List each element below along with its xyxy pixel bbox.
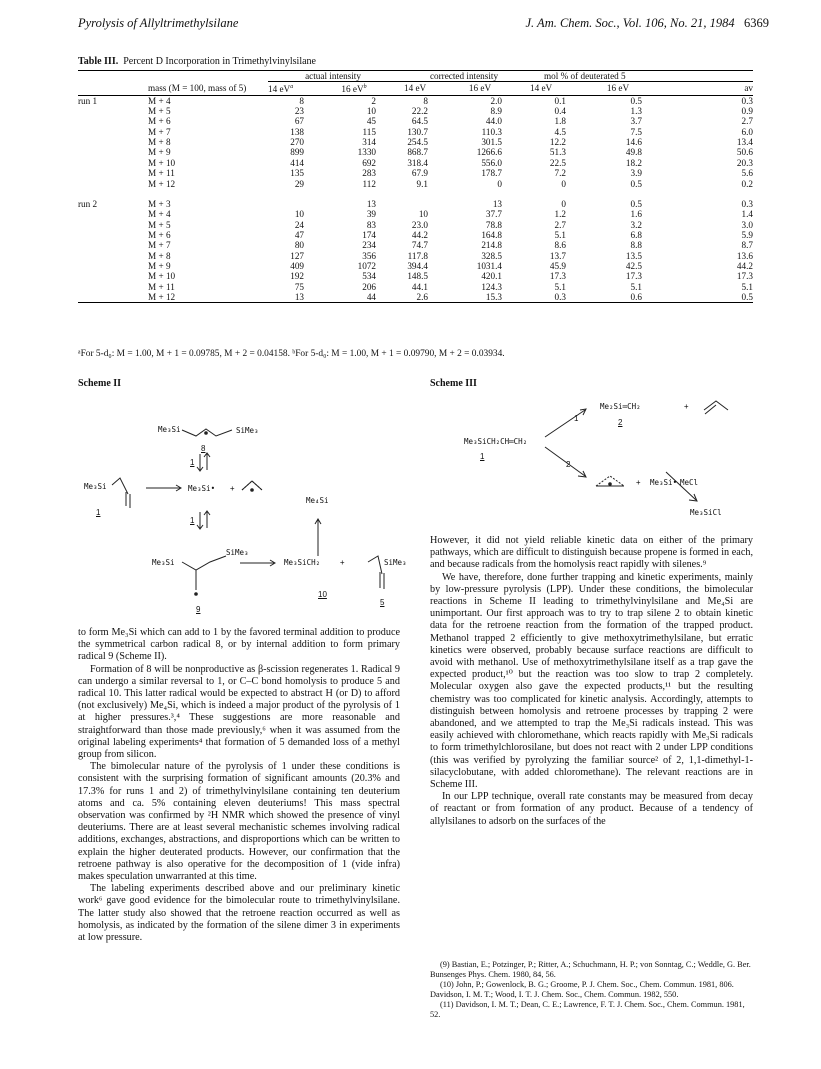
scheme2-label-1b: 1 [96, 508, 101, 517]
value-cell: 13 [366, 198, 376, 209]
value-cell: 2.7 [554, 219, 566, 230]
value-cell: 1.3 [630, 106, 642, 117]
value-cell: 49.8 [625, 147, 642, 158]
scheme2-label-5: 5 [380, 598, 385, 607]
scheme2-label-1c: 1 [190, 516, 195, 525]
mass-cell: M + 3 [148, 198, 171, 209]
value-cell: 10 [366, 106, 376, 117]
header-ci-14ev: 14 eV [398, 82, 436, 95]
value-cell: 414 [290, 157, 304, 168]
scheme3-allylsilane: Me₃SiCH₂CH═CH₂ [464, 437, 528, 446]
value-cell: 10 [294, 209, 304, 220]
value-cell: 283 [362, 168, 376, 179]
value-cell: 0.3 [741, 198, 753, 209]
right-column [430, 535, 753, 828]
value-cell: 314 [362, 137, 376, 148]
value-cell: 0.5 [662, 292, 753, 303]
value-cell: 3.0 [741, 219, 753, 230]
value-cell: 13.4 [736, 137, 753, 148]
value-cell: 1031.4 [476, 260, 502, 271]
mass-cell: M + 8 [148, 137, 171, 148]
scheme2-radical9-right: SiMe₃ [226, 548, 249, 557]
value-cell: 8 [299, 95, 304, 106]
value-cell: 8 [423, 95, 428, 106]
references [430, 960, 753, 1020]
value-cell: 67 [294, 116, 304, 127]
table-label: Table III. [78, 56, 119, 67]
scheme2-me4si: Me₄Si [306, 496, 329, 505]
reference-9: (9) Bastian, E.; Potzinger, P.; Ritter, A.; Schuchmann, H. P.; von Sonntag, C.; Weddle, G. Ber. Bunsenges Phys. Chem. 1980, 84, 56. [430, 960, 751, 979]
value-cell: 148.5 [407, 271, 428, 282]
value-cell: 75 [294, 281, 304, 292]
value-cell: 124.3 [481, 281, 502, 292]
mass-cell: M + 4 [148, 209, 171, 220]
value-cell: 117.8 [407, 250, 428, 261]
value-cell: 394.4 [407, 260, 428, 271]
value-cell: 135 [290, 168, 304, 179]
value-cell: 44.0 [485, 116, 502, 127]
value-cell: 1330 [357, 147, 376, 158]
right-paragraph-1: However, it did not yield reliable kinetic data on either of the primary pathways, which are difficult to distinguish because propene is formed in each, and because radicals from the homolysis react rapidly with silenes.⁹ [430, 535, 753, 571]
value-cell: 692 [362, 157, 376, 168]
value-cell: 0 [561, 198, 566, 209]
mass-cell: M + 4 [148, 95, 171, 106]
mass-cell: M + 6 [148, 229, 171, 240]
value-cell: 13 [492, 198, 502, 209]
value-cell: 3.7 [630, 116, 642, 127]
value-cell: 214.8 [481, 240, 502, 251]
value-cell: 5.1 [554, 281, 566, 292]
value-cell: 18.2 [625, 157, 642, 168]
value-cell: 39 [366, 209, 376, 220]
value-cell: 50.6 [736, 147, 753, 158]
value-cell: 2.7 [741, 116, 753, 127]
scheme3-me3si-radical: Me₃Si• [650, 478, 678, 487]
scheme3-plus1: + [684, 402, 689, 411]
table-caption-text: Percent D Incorporation in Trimethylvinylsilane [123, 56, 316, 67]
value-cell: 868.7 [407, 147, 428, 158]
value-cell: 8.8 [630, 240, 642, 251]
value-cell: 44 [310, 292, 398, 303]
left-column [78, 627, 400, 944]
value-cell: 24 [294, 219, 304, 230]
value-cell: 1072 [357, 260, 376, 271]
value-cell: 8.6 [554, 240, 566, 251]
mass-cell: M + 10 [148, 157, 176, 168]
scheme3-label-2: 2 [618, 418, 623, 427]
mass-cell: M + 8 [148, 250, 171, 261]
scheme3-title: Scheme III [430, 378, 477, 389]
left-paragraph-4: The labeling experiments described above and our preliminary kinetic work⁶ gave good evidence for the bimolecular route to trimethylvinylsilane. The latter study also showed that the retroene reaction occurred as well as homolysis, as indicated by the formation of the silene dimer 3 in experiments at low pressure. [78, 883, 400, 944]
value-cell: 164.8 [481, 229, 502, 240]
group-actual-intensity: actual intensity [268, 71, 398, 82]
value-cell: 13.5 [625, 250, 642, 261]
value-cell: 534 [362, 271, 376, 282]
value-cell: 22.5 [549, 157, 566, 168]
value-cell: 14.6 [625, 137, 642, 148]
scheme3-label-1: 1 [480, 452, 485, 461]
journal-name: J. Am. Chem. Soc., Vol. 106, No. 21, 1984 [525, 16, 735, 30]
value-cell: 44.1 [411, 281, 428, 292]
value-cell: 44.2 [736, 260, 753, 271]
value-cell: 29 [294, 178, 304, 189]
value-cell: 17.3 [549, 271, 566, 282]
value-cell: 10 [418, 209, 428, 220]
group-mol-percent: mol % of deuterated 5 [524, 71, 753, 82]
value-cell: 2 [371, 95, 376, 106]
header-mp-14ev: 14 eV [524, 82, 574, 95]
value-cell: 5.6 [741, 168, 753, 179]
header-mass: mass (M = 100, mass of 5) [134, 82, 268, 95]
value-cell: 51.3 [549, 147, 566, 158]
value-cell: 6.0 [741, 126, 753, 137]
value-cell: 4.5 [554, 126, 566, 137]
header-av: av [662, 82, 753, 95]
left-paragraph-2: Formation of 8 will be nonproductive as β-scission regenerates 1. Radical 9 can undergo a similar reversal to 1, or C–C bond homolysis to produce 5 and radical 10. This latter radical would be expected to abstract H (or D) to afford (not exclusively) Me₄Si, which is indeed a major product of the pyrolysis of 1 at higher pressures.³,⁴ These suggestions are more reasonable and straightforward than those made previously,⁶ when it was assumed from the original labeling experiments⁴ that formation of 5 demanded loss of a methyl group from silicon. [78, 663, 400, 761]
scheme2-radical8-right: SiMe₃ [236, 426, 259, 435]
scheme2-vinylsilane: SiMe₃ [384, 558, 407, 567]
value-cell: 1.2 [554, 209, 566, 220]
header-mp-16ev: 16 eV [574, 82, 662, 95]
value-cell: 0.6 [574, 292, 662, 303]
value-cell: 80 [294, 240, 304, 251]
value-cell: 8.7 [741, 240, 753, 251]
value-cell: 7.5 [630, 126, 642, 137]
value-cell: 45 [366, 116, 376, 127]
scheme3-k2: 2 [566, 460, 571, 469]
value-cell: 15.3 [436, 292, 524, 303]
scheme2-label-10: 10 [318, 590, 327, 599]
scheme3-me3sicl: Me₃SiCl [690, 508, 722, 517]
value-cell: 0.9 [741, 106, 753, 117]
scheme2-title: Scheme II [78, 378, 122, 389]
mass-cell: M + 12 [148, 178, 176, 189]
scheme3-plus2: + [636, 478, 641, 487]
value-cell: 556.0 [481, 157, 502, 168]
scheme2-me3si-radical: Me₃Si• [188, 484, 216, 493]
value-cell: 9.1 [416, 178, 428, 189]
value-cell: 64.5 [411, 116, 428, 127]
mass-cell: M + 11 [148, 281, 175, 292]
value-cell: 44.2 [411, 229, 428, 240]
header-ci-16ev: 16 eV [436, 82, 524, 95]
table-footnote: ᵃFor 5-d₀: M = 1.00, M + 1 = 0.09785, M + 2 = 0.04158. ᵇFor 5-d₀: M = 1.00, M + 1 = 0.09790, M + 2 = 0.03934. [78, 349, 505, 359]
mass-cell: M + 5 [148, 106, 171, 117]
value-cell: 83 [366, 219, 376, 230]
value-cell: 45.9 [549, 260, 566, 271]
mass-cell: M + 7 [148, 240, 171, 251]
value-cell: 74.7 [411, 240, 428, 251]
value-cell: 8.9 [490, 106, 502, 117]
value-cell: 23 [294, 106, 304, 117]
value-cell: 420.1 [481, 271, 502, 282]
value-cell: 0.5 [630, 178, 642, 189]
value-cell: 0.2 [741, 178, 753, 189]
value-cell: 270 [290, 137, 304, 148]
value-cell: 318.4 [407, 157, 428, 168]
value-cell: 112 [362, 178, 376, 189]
scheme2-me3sich2: Me₃SiCH₂ [284, 558, 321, 567]
scheme2-plus1: + [230, 484, 235, 493]
value-cell: 174 [362, 229, 376, 240]
value-cell: 6.8 [630, 229, 642, 240]
run-label: run 2 [78, 198, 98, 209]
value-cell: 78.8 [485, 219, 502, 230]
reference-10: (10) John, P.; Gowenlock, B. G.; Groome, P. J. Chem. Soc., Chem. Commun. 1981, 806. Davidson, I. M. T.; Wood, I. T. J. Chem. Soc., Chem. Commun. 1982, 550. [430, 980, 734, 999]
scheme2-allylsilane: Me₃Si [84, 482, 107, 491]
right-paragraph-2: We have, therefore, done further trapping and kinetic experiments, mainly by low-pressure pyrolysis (LPP). Under these conditions, the bimolecular reactions in Scheme II leading to trimethylvinylsilane and Me₄Si are unimportant. Our first approach was to try to trap silene 2 to obtain kinetic data for the retroene reaction from the formation of the trapped product. Methanol trapped 2 efficiently to give methoxytrimethylsilane, but erratic kinetics were observed, probably because surface reactions are difficult to avoid with methanol. Use of methoxytrimethylsilane itself as a trap gave the expected product,¹⁰ but the reaction was too slow to trap 2 completely. Molecular oxygen also gave the expected products,¹¹ but the resulting chemistry was too complicated for kinetic analysis. Accordingly, attempts to distinguish between homolysis and retroene processes by trapping 2 were abandoned, and we attempted to trap the Me₃Si radicals instead. This was easily achieved with chloromethane, which reacts rapidly with Me₃Si radicals to form trimethylchlorosilane, but does not react with 2 under LPP conditions (this was verified by pyrolyzing the familiar source² of 2, 1,1-dimethyl-1-silacyclobutane, with added chloromethane). The relevant reactions are in Scheme III. [430, 571, 753, 791]
value-cell: 67.9 [411, 168, 428, 179]
value-cell: 3.9 [630, 168, 642, 179]
value-cell: 37.7 [485, 209, 502, 220]
scheme2-label-8: 8 [201, 444, 206, 453]
value-cell: 17.3 [625, 271, 642, 282]
value-cell: 254.5 [407, 137, 428, 148]
value-cell: 13.6 [736, 250, 753, 261]
header-ai-16ev: 16 $eV^b$ [310, 82, 398, 95]
value-cell: 20.3 [736, 157, 753, 168]
value-cell: 0.4 [554, 106, 566, 117]
value-cell: 0.1 [554, 95, 566, 106]
value-cell: 1.6 [630, 209, 642, 220]
scheme3-mecl: MeCl [680, 478, 699, 487]
value-cell: 0.5 [630, 95, 642, 106]
value-cell: 234 [362, 240, 376, 251]
reference-11: (11) Davidson, I. M. T.; Dean, C. E.; Lawrence, F. T. J. Chem. Soc., Chem. Commun. 1981, 52. [430, 1000, 745, 1019]
value-cell: 178.7 [481, 168, 502, 179]
run-label: run 1 [78, 95, 98, 106]
value-cell: 5.9 [741, 229, 753, 240]
value-cell: 0 [497, 178, 502, 189]
mass-cell: M + 9 [148, 147, 171, 158]
scheme2-label-9: 9 [196, 605, 201, 614]
value-cell: 0 [561, 178, 566, 189]
value-cell: 5.1 [630, 281, 642, 292]
mass-cell: M + 6 [148, 116, 171, 127]
mass-cell: M + 7 [148, 126, 171, 137]
mass-cell: M + 9 [148, 260, 171, 271]
value-cell: 17.3 [736, 271, 753, 282]
value-cell: 127 [290, 250, 304, 261]
value-cell: 5.1 [741, 281, 753, 292]
value-cell: 5.1 [554, 229, 566, 240]
scheme2-radical9-left: Me₃Si [152, 558, 175, 567]
value-cell: 138 [290, 126, 304, 137]
mass-cell: M + 5 [148, 219, 171, 230]
value-cell: 3.2 [630, 219, 642, 230]
page-number: 6369 [744, 16, 769, 30]
value-cell: 301.5 [481, 137, 502, 148]
value-cell: 13 [268, 292, 310, 303]
value-cell: 42.5 [625, 260, 642, 271]
value-cell: 12.2 [549, 137, 566, 148]
value-cell: 13.7 [549, 250, 566, 261]
left-paragraph-1: to form Me₃Si which can add to 1 by the favored terminal addition to produce the symmetrical carbon radical 8, or by internal addition to form primary radical 9 (Scheme II). [78, 627, 400, 663]
value-cell: 115 [362, 126, 376, 137]
value-cell: 192 [290, 271, 304, 282]
scheme3-k1: 1 [574, 414, 579, 423]
value-cell: 2.0 [490, 95, 502, 106]
mass-cell: M + 12 [134, 292, 268, 303]
value-cell: 22.2 [411, 106, 428, 117]
value-cell: 0.3 [524, 292, 574, 303]
value-cell: 23.0 [411, 219, 428, 230]
value-cell: 1.8 [554, 116, 566, 127]
scheme2-label-1a: 1 [190, 458, 195, 467]
value-cell: 130.7 [407, 126, 428, 137]
value-cell: 899 [290, 147, 304, 158]
scheme3-silene: Me₂Si═CH₂ [600, 402, 641, 411]
right-paragraph-3: In our LPP technique, overall rate constants may be measured from decay of reactant or from formation of any product. Because of a tendency of allylsilanes to adsorb on the surfaces of the [430, 791, 753, 827]
left-paragraph-3: The bimolecular nature of the pyrolysis of 1 under these conditions is consistent with the surprising formation of significant amounts (20.3% and 17.3% for runs 1 and 2) of trimethylvinylsilane containing ten deuterium atoms and ca. 5% containing eleven deuteriums! This mass spectral observation was confirmed by ²H NMR which showed the presence of vinyl deuteriums. There are at least several mechanistic schemes involving radical additions, exchanges, abstractions, and disproportions which can be written to explain the higher deuterated products. However, our confirmation that the retroene pathway is also operative for the decomposition of 1 (vide infra) makes speculation unwarranted at this time. [78, 761, 400, 883]
value-cell: 1266.6 [476, 147, 502, 158]
value-cell: 0.3 [741, 95, 753, 106]
scheme2-plus2: + [340, 558, 345, 567]
value-cell: 110.3 [481, 126, 502, 137]
value-cell: 2.6 [398, 292, 436, 303]
value-cell: 0.5 [630, 198, 642, 209]
mass-cell: M + 10 [148, 271, 176, 282]
value-cell: 47 [294, 229, 304, 240]
value-cell: 409 [290, 260, 304, 271]
running-title: Pyrolysis of Allyltrimethylsilane [78, 16, 239, 30]
value-cell: 328.5 [481, 250, 502, 261]
group-corrected-intensity: corrected intensity [398, 71, 524, 82]
scheme2-radical8-left: Me₃Si [158, 425, 181, 434]
value-cell: 1.4 [741, 209, 753, 220]
value-cell: 206 [362, 281, 376, 292]
value-cell: 356 [362, 250, 376, 261]
value-cell: 7.2 [554, 168, 566, 179]
mass-cell: M + 11 [148, 168, 175, 179]
header-ai-14ev: 14 $eV^a$ [268, 82, 310, 95]
